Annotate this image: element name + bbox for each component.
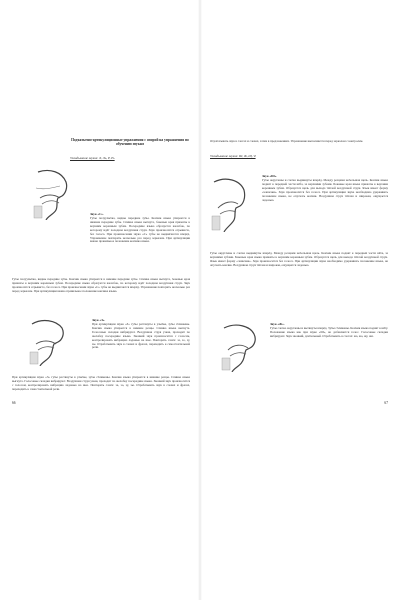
caption-sh: Звук «Ш». — [262, 174, 278, 178]
paragraph-sh: Губы округлены и слегка выдвинуты вперёд. Между резцами небольшая щель. Кончик языка поднят к передней части нёба, за верхними зубами. Боковые края языка прижаты к верхним коренным зубам. Образуется щель для выхода тёплой воздушной струи. Язык имеет форму «чашечки». Звук произносится без голоса. При артикуляции звука необходимо удерживать положение языка, не опускать кончик. Воздушная струя тёплая и широкая, ощущается ладонью. — [262, 179, 388, 202]
paragraph-s: Губы полуулыбка, видны передние зубы. Кончик языка упирается в нижние передние зубы. Спинка языка выгнута, боковые края прижаты к верхним коренным зубам. Посередине языка образуется желобок, по которому идёт холодная воздушная струя. Звук произносится отрывисто, без голоса. При произнесении звука «С» губы не выдвигаются вперёд. Упражнение повторить несколько раз перед зеркалом. При артикуляции важно правильное положение кончика языка. — [90, 217, 190, 244]
chapter-heading: Подъязычно-артикуляционные упражнения с опорой на упражнения по обучению звукам — [71, 138, 189, 147]
page-number-right: 67 — [384, 401, 388, 405]
paragraph-s-continued: Губы полуулыбка, видны передние зубы. Кончик языка упирается в нижние передние зубы. Спинка языка выгнута, боковые края прижаты к верхним коренным зубам. Посередине языка образуется желобок, по которому идёт холодная воздушная струя. Звук произносится отрывисто, без голоса. При произнесении звука «С» губы не выдвигаются вперёд. Упражнение повторить несколько раз перед зеркалом. При артикуляции важно правильное положение кончика языка. — [12, 278, 190, 293]
page-number-left: 66 — [12, 401, 16, 405]
articulation-profile-figure-s — [32, 168, 72, 220]
right-page — [200, 0, 400, 600]
articulation-profile-figure-zh — [220, 322, 260, 372]
right-subheading: Укладывание звуков: Ш, Ж, Щ, Ч — [210, 154, 256, 158]
caption-zh: Звук «Ж». — [270, 322, 285, 326]
paragraph-z: При артикуляции звука «З» губы растянуты в улыбке, зубы сближены. Кончик языка упирается в нижние резцы. Спинка языка выгнута. Голосовые складки вибрируют. Воздушная струя узкая, проходит по желобку посередине языка. Звонкий звук произносится с голосом, контролировать вибрацию ладонью на шее. Повторять слоги: за, зо, зу, зы. Отрабатывать звук в словах и фразах, переходить к самостоятельной речи. — [92, 323, 190, 350]
articulation-profile-figure-sh — [210, 176, 250, 232]
left-subheading: Укладывание звуков: Л, Ль, Р, Рь — [70, 156, 115, 160]
caption-s: Звук «С». — [90, 212, 104, 216]
paragraph-sh-continued: Губы округлены и слегка выдвинуты вперёд. Между резцами небольшая щель. Кончик языка поднят к передней части нёба, за верхними зубами. Боковые края языка прижаты к верхним коренным зубам. Образуется щель для выхода тёплой воздушной струи. Язык имеет форму «чашечки». Звук произносится без голоса. При артикуляции звука необходимо удерживать положение языка, не опускать кончик. Воздушная струя тёплая и широкая, ощущается ладонью. — [210, 252, 388, 267]
paragraph-zh: Губы слегка округлены и вытянуты вперёд. Зубы сближены. Кончик языка поднят к нёбу. Положение языка как при звуке «Ш», но добавляется голос. Голосовые складки вибрируют. Звук звонкий, длительный. Отрабатывать в слогах: жа, жо, жу, жи. — [270, 327, 388, 338]
articulation-profile-figure-z — [28, 318, 68, 366]
paragraph-z-continued: При артикуляции звука «З» губы растянуты в улыбке, зубы сближены. Кончик языка упирается в нижние резцы. Спинка языка выгнута. Голосовые складки вибрируют. Воздушная струя узкая, проходит по желобку посередине языка. Звонкий звук произносится с голосом, контролировать вибрацию ладонью на шее. Повторять слоги: за, зо, зу, зы. Отрабатывать звук в словах и фразах, переходить к самостоятельной речи. — [12, 376, 190, 391]
intro-paragraph: Отрабатывать звук в слогах и словах, затем в предложениях. Упражнение выполняется перед зеркалом с контролем. — [210, 140, 364, 143]
caption-z: Звук «З». — [92, 318, 106, 322]
